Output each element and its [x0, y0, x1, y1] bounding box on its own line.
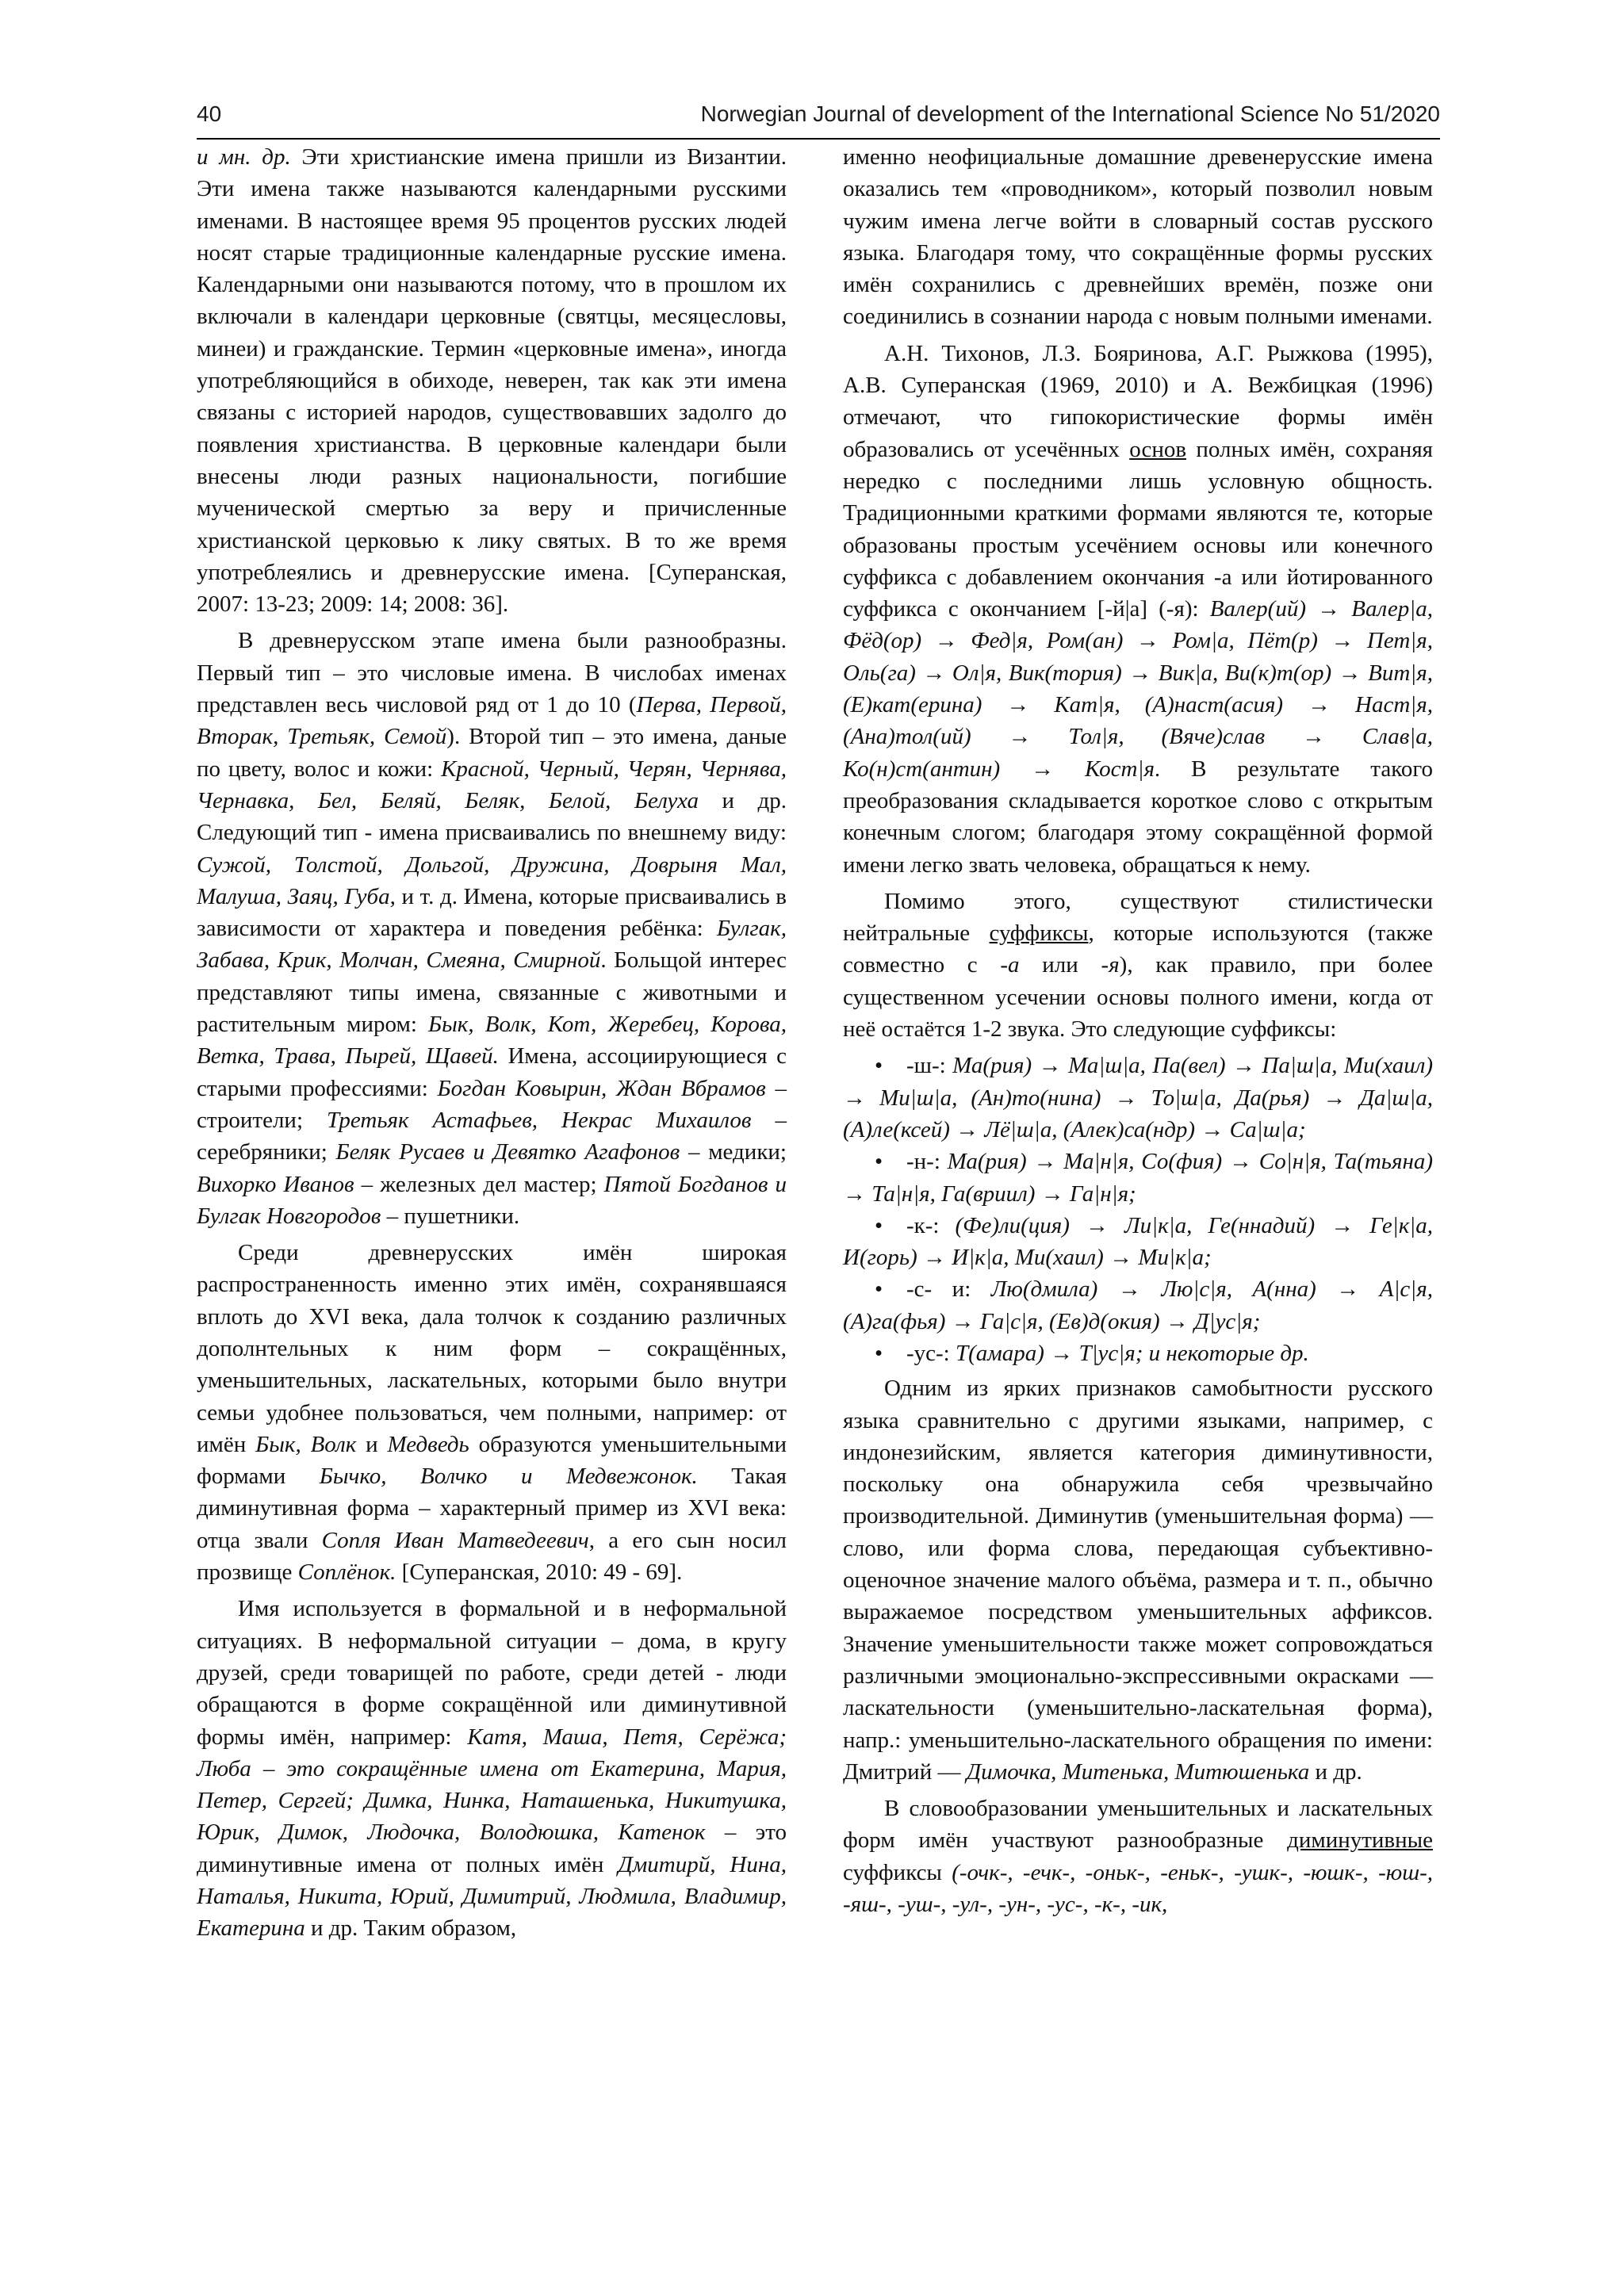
paragraph: Имя используется в формальной и в неформальной ситуациях. В неформальной ситуации – дома, в кругу друзей, среди товарищей по работе, среди детей - люди обращаются в форме сокращённой или диминутивной формы имён, например: Катя, Маша, Петя, Серёжа; Люба – это сокращённые имена от Екатерина, Мария, Петер, Сергей; Димка, Нинка, Наташенька, Никитушка, Юрик, Димок, Людочка, Володюшка, Катенок – это диминутивные имена от полных имён Дмитирй, Нина, Наталья, Никита, Юрий, Димитрий, Людмила, Владимир, Екатерина и др. Таким образом, [197, 1596, 787, 1942]
paragraph: именно неофициальные домашние древенерусские имена оказались тем «проводником», который позволил новым чужим имена легче войти в словарный состав русского языка. Благодаря тому, что сокращённые формы русских имён сохранились с древнейших времён, позже они соединились в сознании народа с новым полными именами. [843, 144, 1433, 330]
left-column [197, 141, 787, 1950]
list-item: • -ус-: Т(амара) → Т|ус|я; и некоторые др. [843, 1337, 1433, 1369]
bullet-icon: • [875, 1340, 883, 1366]
suffix-list [843, 1050, 1433, 1369]
list-item: • -с- и: Лю(дмила) → Лю|с|я, А(нна) → А|с|я, (А)га(фья) → Га|с|я, (Ев)д(окия) → Д|ус|я; [843, 1273, 1433, 1337]
right-column [843, 141, 1433, 1925]
list-item: • -ш-: Ма(рия) → Ма|ш|а, Па(вел) → Па|ш|а, Ми(хаил) → Ми|ш|а, (Ан)то(нина) → То|ш|а, Да(рья) → Да|ш|а, (А)ле(ксей) → Лё|ш|а, (Алек)са(ндр) → Са|ш|а; [843, 1050, 1433, 1146]
bullet-icon: • [875, 1149, 883, 1175]
paragraph: Помимо этого, существуют стилистически нейтральные суффиксы, которые используются (также совместно с -а или -я), как правило, при более существенном усечении основы полного имени, когда от неё остаётся 1-2 звука. Это следующие суффиксы: [843, 888, 1433, 1043]
bullet-icon: • [875, 1053, 883, 1079]
list-item: • -к-: (Фе)ли(ция) → Ли|к|а, Ге(ннадий) → Ге|к|а, И(горь) → И|к|а, Ми(хаил) → Ми|к|а; [843, 1210, 1433, 1274]
paragraph: Среди древнерусских имён широкая распространенность именно этих имён, сохранявшаяся вплоть до XVI века, дала толчок к созданию различных дополнтельных к ним форм – сокращённых, уменьшительных, ласкательных, которыми было внутри семьи удобнее пользоваться, чем полными, например: от имён Бык, Волк и Медведь образуются уменьшительными формами Бычко, Волчко и Медвежонок. Такая диминутивная форма – характерный пример из XVI века: отца звали Сопля Иван Матведеевич, а его сын носил прозвище Соплёнок. [Суперанская, 2010: 49 - 69]. [197, 1240, 787, 1586]
paragraph: А.Н. Тихонов, Л.З. Бояринова, А.Г. Рыжкова (1995), А.В. Суперанская (1969, 2010) и А. Вежбицкая (1996) отмечают, что гипокористические формы имён образовались от усечённых основ полных имён, сохраняя нередко с последними лишь условную общность. Традиционными краткими формами являются те, которые образованы простым усечёнием основы или конечного суффикса с добавлением окончания -а или йотированного суффикса с окончанием [-й|а] (-я): Валер(ий) → Валер|а, Фёд(ор) → Фед|я, Ром(ан) → Ром|а, Пёт(р) → Пет|я, Оль(га) → Ол|я, Вик(тория) → Вик|а, Ви(к)т(ор) → Вит|я, (Е)кат(ерина) → Кат|я, (А)наст(асия) → Наст|я, (Ана)тол(ий) → Тол|я, (Вяче)слав → Слав|а, Ко(н)ст(антин) → Кост|я. В результате такого преобразования складывается короткое слово с открытым конечным слогом; благодаря этому сокращённой формой имени легко звать человека, обращаться к нему. [843, 340, 1433, 878]
paragraph: В древнерусском этапе имена были разнообразны. Первый тип – это числовые имена. В числобах именах представлен весь числовой ряд от 1 до 10 (Перва, Первой, Вторак, Третьяк, Семой). Второй тип – это имена, даные по цвету, волос и кожи: Красной, Черный, Черян, Чернява, Чернавка, Бел, Беляй, Беляк, Белой, Белуха и др. Следующий тип - имена присваивались по внешнему виду: Сужой, Толстой, Дольгой, Дружина, Доврыня Мал, Малуша, Заяц, Губа, и т. д. Имена, которые присваивались в зависимости от характера и поведения ребёнка: Булгак, Забава, Крик, Молчан, Смеяна, Смирной. Больщой интерес представляют типы имена, связанные с животными и растительным миром: Бык, Волк, Кот, Жеребец, Корова, Ветка, Трава, Пырей, Щавей. Имена, ассоциирующиеся с старыми профессиями: Богдан Ковырин, Ждан Вбрамов – строители; Третьяк Астафьев, Некрас Михаилов – серебряники; Беляк Русаев и Девятко Агафонов – медики; Вихорко Иванов – железных дел мастер; Пятой Богданов и Булгак Новгородов – пушетники. [197, 628, 787, 1229]
bullet-icon: • [875, 1276, 883, 1303]
journal-title: Norwegian Journal of development of the International Science No 51/2020 [700, 101, 1440, 126]
paragraph: Одним из ярких признаков самобытности русского языка сравнительно с другими языками, например, с индонезийским, является категория диминутивности, поскольку она обнаружила себя чрезвычайно производительной. Диминутив (уменьшительная форма) — слово, или форма слова, передающая субъективно-оценочное значение малого объёма, размера и т. п., обычно выражаемое посредством уменьшительных аффиксов. Значение уменьшительности также может сопровождаться различными эмоционально-экспрессивными окрасками — ласкательности (уменьшительно-ласкательная форма), напр.: уменьшительно-ласкательного обращения по имени: Дмитрий — Димочка, Митенька, Митюшенька и др. [843, 1376, 1433, 1785]
list-item: • -н-: Ма(рия) → Ма|н|я, Со(фия) → Со|н|я, Та(тьяна) → Та|н|я, Га(вриил) → Га|н|я; [843, 1146, 1433, 1210]
paragraph: В словообразовании уменьшительных и ласкательных форм имён участвуют разнообразные диминутивные суффиксы (-очк-, -ечк-, -оньк-, -еньк-, -ушк-, -юшк-, -юш-, -яш-, -уш-, -ул-, -ун-, -ус-, -к-, -ик, [843, 1796, 1433, 1918]
paragraph: и мн. др. Эти христианские имена пришли из Византии. Эти имена также называются календарными русскими именами. В настоящее время 95 процентов русских людей носят старые традиционные календарные русские имена. Календарными они называются потому, что в прошлом их включали в календари церковные (святцы, месяцесловы, минеи) и гражданские. Термин «церковные имена», иногда употребляющийся в обиходе, неверен, так как эти имена связаны с историей народов, существовавших задолго до появления христианства. В церковные календари были внесены люди разных национальности, погибшие мученической смертью за веру и причисленные христианской церковью к лику святых. В то же время употреблеялись и древнерусские имена. [Суперанская, 2007: 13-23; 2009: 14; 2008: 36]. [197, 144, 787, 618]
page-number: 40 [197, 101, 222, 126]
bullet-icon: • [875, 1212, 883, 1238]
running-header [197, 97, 1440, 140]
